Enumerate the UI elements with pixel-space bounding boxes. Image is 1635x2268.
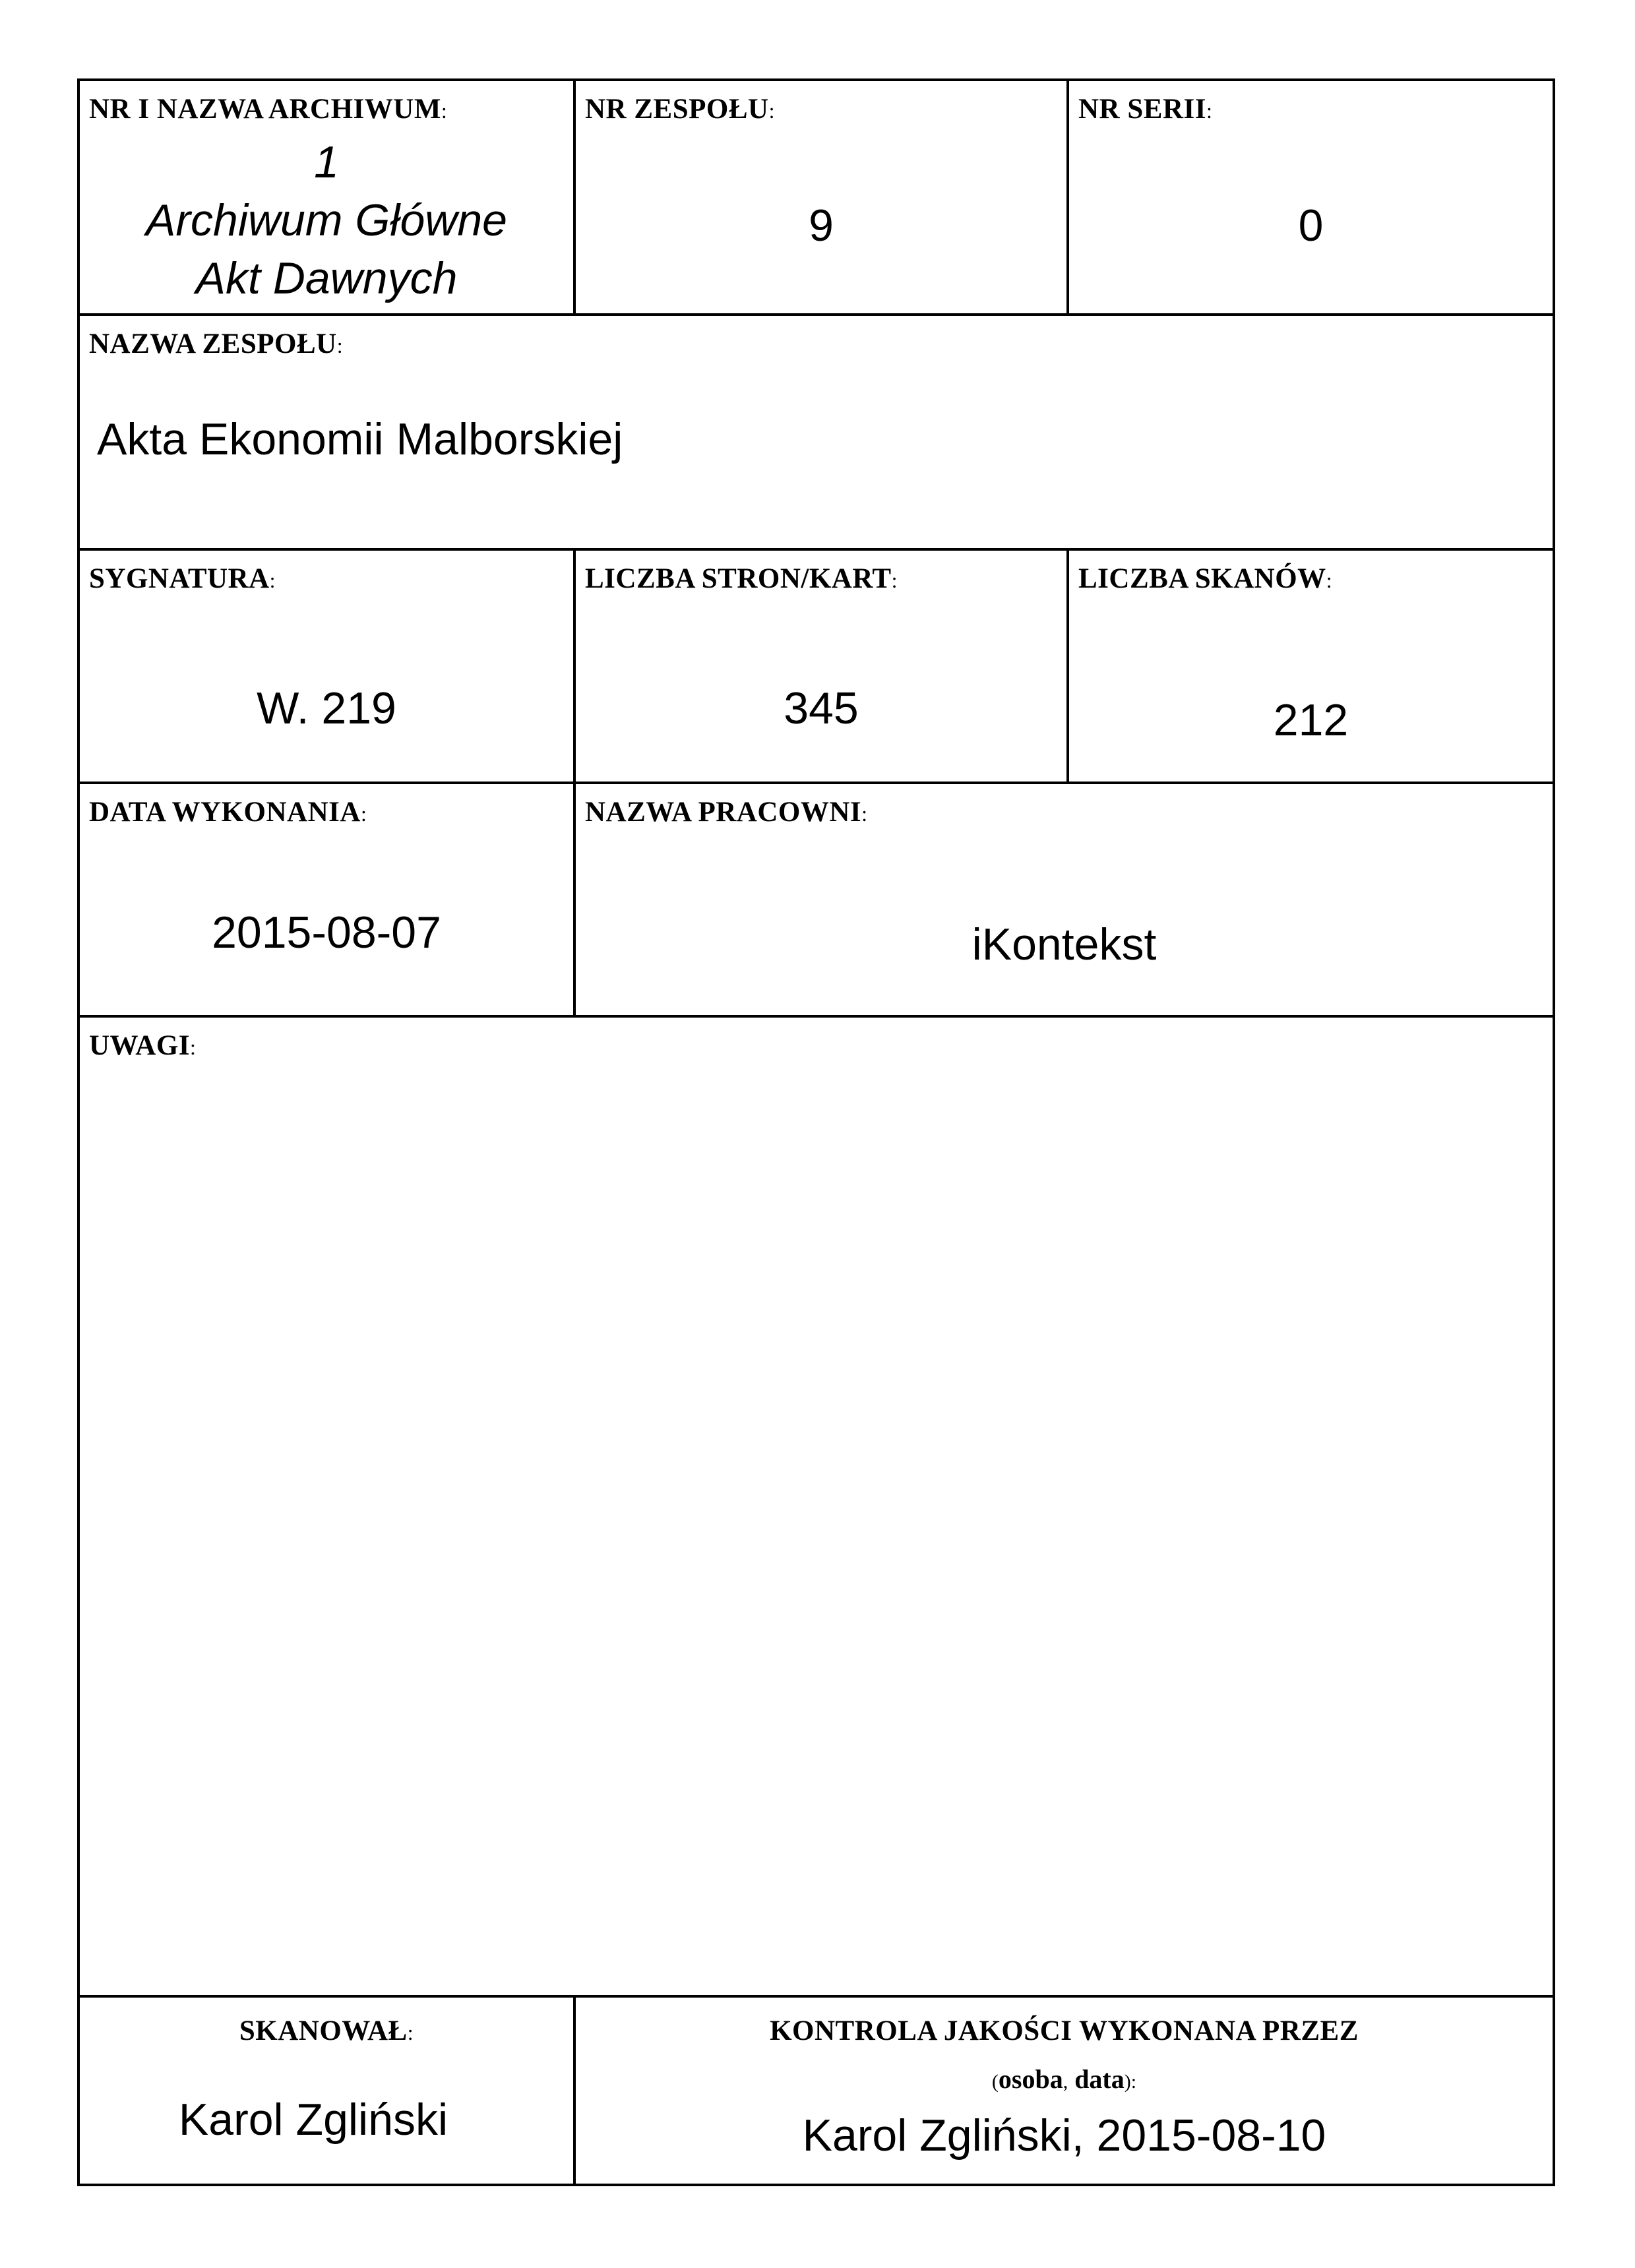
workshop-name-value: iKontekst <box>972 919 1157 969</box>
signature-value: W. 219 <box>257 683 396 733</box>
cell-scanned-by <box>80 1998 573 2184</box>
archive-label: NR I NAZWA ARCHIWUM: <box>89 94 448 125</box>
archive-number: 1 <box>314 137 339 187</box>
row-signoff <box>80 1995 1553 2184</box>
pages-count-label: LICZBA STRON/KART: <box>585 563 898 594</box>
cell-remarks <box>80 1018 1553 1995</box>
fond-name-label: NAZWA ZESPOŁU: <box>89 328 344 359</box>
archive-name-line2: Akt Dawnych <box>195 253 458 303</box>
cell-signature <box>80 551 573 782</box>
cell-pages-count <box>573 551 1066 782</box>
cell-quality-control <box>573 1998 1553 2184</box>
signature-label: SYGNATURA: <box>89 563 276 594</box>
cell-execution-date <box>80 784 573 1015</box>
scans-count-label: LICZBA SKANÓW: <box>1078 563 1333 594</box>
row-remarks <box>80 1015 1553 1995</box>
execution-date-label: DATA WYKONANIA: <box>89 797 367 828</box>
row-counts <box>80 548 1553 782</box>
cell-fond-name <box>80 316 1553 548</box>
cell-scans-count <box>1066 551 1553 782</box>
fond-number-value: 9 <box>809 200 834 251</box>
cell-fond-number <box>573 81 1066 313</box>
scans-count-value: 212 <box>1273 695 1349 745</box>
cell-series-number <box>1066 81 1553 313</box>
row-date-workshop <box>80 782 1553 1015</box>
quality-control-value: Karol Zgliński, 2015-08-10 <box>802 2110 1326 2161</box>
fond-number-label: NR ZESPOŁU: <box>585 94 775 125</box>
quality-control-sublabel: (osoba, data): <box>991 2064 1137 2094</box>
series-number-label: NR SERII: <box>1078 94 1213 125</box>
cell-workshop-name <box>573 784 1553 1015</box>
cell-archive <box>80 81 573 313</box>
scanned-by-label: SKANOWAŁ: <box>239 2015 414 2046</box>
archive-name-line1: Archiwum Główne <box>146 195 507 245</box>
workshop-name-label: NAZWA PRACOWNI: <box>585 797 868 828</box>
fond-name-value: Akta Ekonomii Malborskiej <box>97 414 623 464</box>
scanned-by-value: Karol Zgliński <box>178 2095 448 2145</box>
remarks-label: UWAGI: <box>89 1030 197 1061</box>
series-number-value: 0 <box>1298 200 1324 251</box>
row-fond-name <box>80 313 1553 548</box>
pages-count-value: 345 <box>784 683 859 733</box>
row-archive <box>80 81 1553 313</box>
execution-date-value: 2015-08-07 <box>212 907 441 958</box>
metadata-form <box>77 78 1555 2186</box>
quality-control-label: KONTROLA JAKOŚCI WYKONANA PRZEZ <box>770 2015 1359 2046</box>
